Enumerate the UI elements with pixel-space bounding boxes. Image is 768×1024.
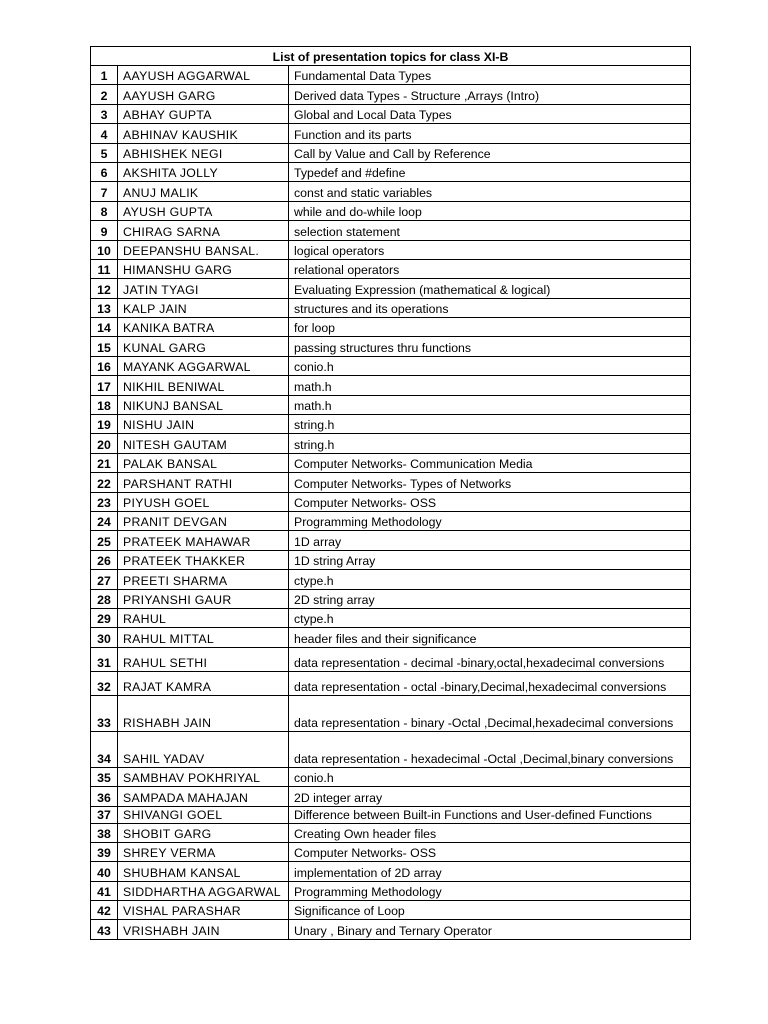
presentation-topic: implementation of 2D array <box>289 862 691 881</box>
row-number: 34 <box>91 731 118 767</box>
table-row <box>91 240 691 259</box>
table-row <box>91 492 691 511</box>
row-number: 9 <box>91 221 118 240</box>
table-row <box>91 201 691 220</box>
table-row <box>91 901 691 920</box>
row-number: 19 <box>91 415 118 434</box>
presentation-topic: Unary , Binary and Ternary Operator <box>289 920 691 939</box>
table-row <box>91 279 691 298</box>
row-number: 15 <box>91 337 118 356</box>
row-number: 26 <box>91 550 118 569</box>
table-row <box>91 647 691 671</box>
presentation-topic: Creating Own header files <box>289 823 691 842</box>
student-name: KUNAL GARG <box>118 337 289 356</box>
row-number: 40 <box>91 862 118 881</box>
table-row <box>91 259 691 278</box>
topics-table-body <box>91 47 691 940</box>
student-name: RAHUL MITTAL <box>118 628 289 647</box>
row-number: 35 <box>91 767 118 786</box>
presentation-topic: for loop <box>289 318 691 337</box>
table-row <box>91 920 691 939</box>
table-row <box>91 162 691 181</box>
student-name: PRIYANSHI GAUR <box>118 589 289 608</box>
table-row <box>91 376 691 395</box>
student-name: SHIVANGI GOEL <box>118 806 289 823</box>
student-name: SHREY VERMA <box>118 842 289 861</box>
presentation-topic: Call by Value and Call by Reference <box>289 143 691 162</box>
presentation-topic: conio.h <box>289 767 691 786</box>
student-name: VRISHABH JAIN <box>118 920 289 939</box>
table-row <box>91 862 691 881</box>
row-number: 38 <box>91 823 118 842</box>
row-number: 10 <box>91 240 118 259</box>
student-name: SHOBIT GARG <box>118 823 289 842</box>
student-name: DEEPANSHU BANSAL. <box>118 240 289 259</box>
student-name: ABHISHEK NEGI <box>118 143 289 162</box>
student-name: NISHU JAIN <box>118 415 289 434</box>
row-number: 11 <box>91 259 118 278</box>
student-name: ANUJ MALIK <box>118 182 289 201</box>
presentation-topic: 1D string Array <box>289 550 691 569</box>
presentation-topic: header files and their significance <box>289 628 691 647</box>
student-name: NITESH GAUTAM <box>118 434 289 453</box>
row-number: 6 <box>91 162 118 181</box>
presentation-topic: logical operators <box>289 240 691 259</box>
table-row <box>91 356 691 375</box>
table-row <box>91 143 691 162</box>
row-number: 18 <box>91 395 118 414</box>
student-name: PALAK BANSAL <box>118 453 289 472</box>
presentation-topic: Programming Methodology <box>289 511 691 530</box>
table-row <box>91 318 691 337</box>
row-number: 1 <box>91 66 118 85</box>
student-name: KALP JAIN <box>118 298 289 317</box>
table-row <box>91 298 691 317</box>
row-number: 30 <box>91 628 118 647</box>
row-number: 23 <box>91 492 118 511</box>
presentation-topic: conio.h <box>289 356 691 375</box>
table-row <box>91 589 691 608</box>
student-name: RAHUL <box>118 608 289 627</box>
student-name: PIYUSH GOEL <box>118 492 289 511</box>
row-number: 17 <box>91 376 118 395</box>
presentation-topic: Typedef and #define <box>289 162 691 181</box>
table-row <box>91 550 691 569</box>
student-name: ABHINAV KAUSHIK <box>118 124 289 143</box>
table-row <box>91 628 691 647</box>
row-number: 41 <box>91 881 118 900</box>
presentation-topic: passing structures thru functions <box>289 337 691 356</box>
presentation-topic: data representation - octal -binary,Decimal,hexadecimal conversions <box>289 671 691 695</box>
student-name: JATIN TYAGI <box>118 279 289 298</box>
presentation-topic: 2D string array <box>289 589 691 608</box>
row-number: 16 <box>91 356 118 375</box>
presentation-topic: Programming Methodology <box>289 881 691 900</box>
table-row <box>91 570 691 589</box>
presentation-topic: const and static variables <box>289 182 691 201</box>
row-number: 20 <box>91 434 118 453</box>
student-name: NIKHIL BENIWAL <box>118 376 289 395</box>
row-number: 31 <box>91 647 118 671</box>
table-row <box>91 124 691 143</box>
presentation-topic: structures and its operations <box>289 298 691 317</box>
student-name: PRATEEK MAHAWAR <box>118 531 289 550</box>
table-row <box>91 731 691 767</box>
table-row <box>91 395 691 414</box>
presentation-topic: Derived data Types - Structure ,Arrays (Intro) <box>289 85 691 104</box>
student-name: PARSHANT RATHI <box>118 473 289 492</box>
student-name: SAMBHAV POKHRIYAL <box>118 767 289 786</box>
row-number: 12 <box>91 279 118 298</box>
presentation-topic: data representation - decimal -binary,octal,hexadecimal conversions <box>289 647 691 671</box>
presentation-topic: Significance of Loop <box>289 901 691 920</box>
student-name: RAJAT KAMRA <box>118 671 289 695</box>
table-row <box>91 221 691 240</box>
student-name: PRATEEK THAKKER <box>118 550 289 569</box>
presentation-topic: math.h <box>289 376 691 395</box>
presentation-topic: Computer Networks- Types of Networks <box>289 473 691 492</box>
table-row <box>91 806 691 823</box>
presentation-topic: selection statement <box>289 221 691 240</box>
presentation-topic: string.h <box>289 434 691 453</box>
table-row <box>91 695 691 731</box>
student-name: PRANIT DEVGAN <box>118 511 289 530</box>
row-number: 22 <box>91 473 118 492</box>
table-row <box>91 85 691 104</box>
student-name: CHIRAG SARNA <box>118 221 289 240</box>
presentation-topic: Evaluating Expression (mathematical & logical) <box>289 279 691 298</box>
presentation-topic: Computer Networks- OSS <box>289 492 691 511</box>
student-name: VISHAL PARASHAR <box>118 901 289 920</box>
student-name: ABHAY GUPTA <box>118 104 289 123</box>
table-row <box>91 66 691 85</box>
presentation-topic: ctype.h <box>289 608 691 627</box>
table-row <box>91 434 691 453</box>
presentation-topic: Computer Networks- OSS <box>289 842 691 861</box>
student-name: HIMANSHU GARG <box>118 259 289 278</box>
row-number: 7 <box>91 182 118 201</box>
row-number: 29 <box>91 608 118 627</box>
row-number: 37 <box>91 806 118 823</box>
student-name: RISHABH JAIN <box>118 695 289 731</box>
table-row <box>91 671 691 695</box>
presentation-topic: 2D integer array <box>289 787 691 806</box>
student-name: AKSHITA JOLLY <box>118 162 289 181</box>
row-number: 3 <box>91 104 118 123</box>
student-name: AYUSH GUPTA <box>118 201 289 220</box>
student-name: RAHUL SETHI <box>118 647 289 671</box>
presentation-topic: Fundamental Data Types <box>289 66 691 85</box>
row-number: 32 <box>91 671 118 695</box>
topics-table <box>90 46 691 940</box>
student-name: KANIKA BATRA <box>118 318 289 337</box>
presentation-topic: math.h <box>289 395 691 414</box>
row-number: 13 <box>91 298 118 317</box>
presentation-topic: Computer Networks- Communication Media <box>289 453 691 472</box>
row-number: 36 <box>91 787 118 806</box>
presentation-topic: Difference between Built-in Functions and User-defined Functions <box>289 806 691 823</box>
student-name: PREETI SHARMA <box>118 570 289 589</box>
row-number: 39 <box>91 842 118 861</box>
student-name: SAHIL YADAV <box>118 731 289 767</box>
presentation-topic: data representation - binary -Octal ,Decimal,hexadecimal conversions <box>289 695 691 731</box>
title-row <box>91 47 691 66</box>
row-number: 8 <box>91 201 118 220</box>
student-name: MAYANK AGGARWAL <box>118 356 289 375</box>
table-row <box>91 182 691 201</box>
row-number: 33 <box>91 695 118 731</box>
presentation-topic: while and do-while loop <box>289 201 691 220</box>
table-row <box>91 415 691 434</box>
presentation-topic: ctype.h <box>289 570 691 589</box>
presentation-topic: 1D array <box>289 531 691 550</box>
presentation-topic: relational operators <box>289 259 691 278</box>
table-row <box>91 473 691 492</box>
student-name: AAYUSH GARG <box>118 85 289 104</box>
row-number: 4 <box>91 124 118 143</box>
student-name: NIKUNJ BANSAL <box>118 395 289 414</box>
presentation-topic: Global and Local Data Types <box>289 104 691 123</box>
table-row <box>91 787 691 806</box>
table-row <box>91 531 691 550</box>
student-name: AAYUSH AGGARWAL <box>118 66 289 85</box>
table-row <box>91 823 691 842</box>
student-name: SHUBHAM KANSAL <box>118 862 289 881</box>
row-number: 28 <box>91 589 118 608</box>
table-title: List of presentation topics for class XI-B <box>91 47 691 66</box>
table-row <box>91 608 691 627</box>
student-name: SAMPADA MAHAJAN <box>118 787 289 806</box>
row-number: 24 <box>91 511 118 530</box>
table-row <box>91 104 691 123</box>
table-row <box>91 842 691 861</box>
table-row <box>91 337 691 356</box>
row-number: 42 <box>91 901 118 920</box>
row-number: 21 <box>91 453 118 472</box>
table-row <box>91 453 691 472</box>
row-number: 27 <box>91 570 118 589</box>
row-number: 43 <box>91 920 118 939</box>
table-row <box>91 511 691 530</box>
presentation-topic: data representation - hexadecimal -Octal ,Decimal,binary conversions <box>289 731 691 767</box>
table-row <box>91 767 691 786</box>
row-number: 14 <box>91 318 118 337</box>
row-number: 5 <box>91 143 118 162</box>
student-name: SIDDHARTHA AGGARWAL <box>118 881 289 900</box>
row-number: 2 <box>91 85 118 104</box>
presentation-topic: string.h <box>289 415 691 434</box>
row-number: 25 <box>91 531 118 550</box>
table-row <box>91 881 691 900</box>
presentation-topic: Function and its parts <box>289 124 691 143</box>
